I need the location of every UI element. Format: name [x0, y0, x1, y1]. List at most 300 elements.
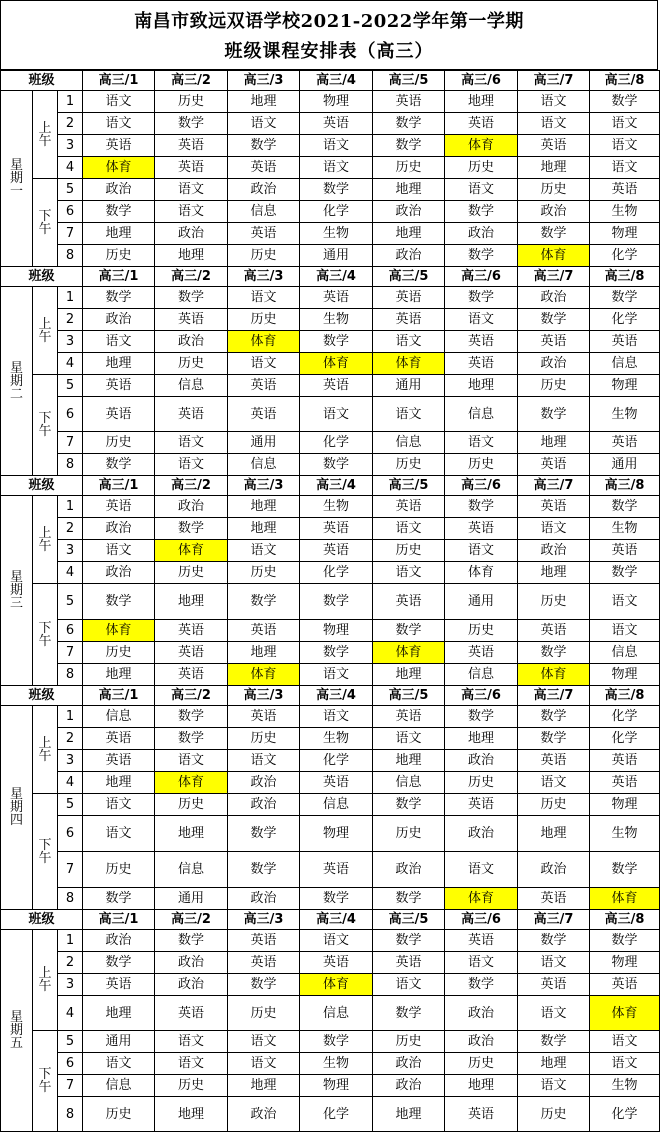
subject-cell: 数学 [83, 952, 155, 974]
period-number: 7 [58, 642, 83, 664]
subject-cell: 英语 [228, 952, 300, 974]
subject-cell: 体育 [518, 664, 590, 686]
subject-cell: 政治 [155, 974, 228, 996]
subject-cell: 数学 [590, 562, 660, 584]
subject-cell: 地理 [445, 1075, 518, 1097]
subject-cell: 英语 [518, 888, 590, 910]
period-row [1, 620, 660, 642]
subject-cell: 政治 [228, 888, 300, 910]
subject-cell: 体育 [445, 888, 518, 910]
subject-cell: 数学 [518, 706, 590, 728]
subject-cell: 英语 [228, 620, 300, 642]
subject-cell: 体育 [590, 996, 660, 1031]
period-row [1, 952, 660, 974]
subject-cell: 英语 [83, 135, 155, 157]
class-header: 高三/1 [83, 686, 155, 706]
subject-cell: 地理 [373, 223, 445, 245]
subject-cell: 数学 [590, 852, 660, 888]
subject-cell: 语文 [373, 397, 445, 432]
period-row [1, 706, 660, 728]
period-number: 1 [58, 91, 83, 113]
subject-cell: 政治 [518, 287, 590, 309]
subject-cell: 数学 [518, 728, 590, 750]
class-header: 高三/4 [300, 71, 373, 91]
subject-cell: 语文 [228, 1031, 300, 1053]
subject-cell: 英语 [228, 930, 300, 952]
subject-cell: 英语 [83, 496, 155, 518]
period-row [1, 135, 660, 157]
subject-cell: 数学 [590, 91, 660, 113]
subject-cell: 英语 [228, 397, 300, 432]
period-number: 6 [58, 816, 83, 852]
subject-cell: 化学 [300, 201, 373, 223]
subject-cell: 语文 [590, 135, 660, 157]
subject-cell: 语文 [228, 750, 300, 772]
class-header-label: 班级 [1, 910, 83, 930]
class-header: 高三/2 [155, 71, 228, 91]
subject-cell: 信息 [300, 996, 373, 1031]
subject-cell: 语文 [300, 397, 373, 432]
subject-cell: 语文 [155, 1031, 228, 1053]
subject-cell: 语文 [445, 540, 518, 562]
subject-cell: 历史 [228, 996, 300, 1031]
subject-cell: 语文 [518, 996, 590, 1031]
subject-cell: 英语 [590, 750, 660, 772]
period-row [1, 794, 660, 816]
class-header: 高三/8 [590, 476, 660, 496]
subject-cell: 语文 [155, 201, 228, 223]
subject-cell: 数学 [83, 201, 155, 223]
subject-cell: 数学 [228, 816, 300, 852]
subject-cell: 政治 [518, 353, 590, 375]
class-header: 高三/5 [373, 71, 445, 91]
period-row [1, 1053, 660, 1075]
header-row [1, 71, 660, 91]
subject-cell: 政治 [228, 179, 300, 201]
subject-cell: 语文 [155, 432, 228, 454]
subject-cell: 历史 [373, 1031, 445, 1053]
subject-cell: 语文 [155, 179, 228, 201]
period-number: 2 [58, 952, 83, 974]
class-header: 高三/3 [228, 476, 300, 496]
period-row [1, 432, 660, 454]
header-row [1, 476, 660, 496]
subject-cell: 英语 [590, 432, 660, 454]
subject-cell: 生物 [300, 496, 373, 518]
subject-cell: 生物 [300, 223, 373, 245]
subject-cell: 政治 [373, 245, 445, 267]
class-header: 高三/3 [228, 910, 300, 930]
subject-cell: 数学 [373, 996, 445, 1031]
subject-cell: 语文 [83, 540, 155, 562]
morning-label: 上 午 [33, 930, 58, 1031]
subject-cell: 化学 [300, 750, 373, 772]
subject-cell: 英语 [155, 620, 228, 642]
subject-cell: 语文 [300, 157, 373, 179]
subject-cell: 语文 [373, 518, 445, 540]
subject-cell: 历史 [228, 309, 300, 331]
subject-cell: 数学 [445, 201, 518, 223]
period-row [1, 852, 660, 888]
period-number: 3 [58, 135, 83, 157]
subject-cell: 英语 [373, 287, 445, 309]
subject-cell: 英语 [518, 750, 590, 772]
subject-cell: 信息 [83, 1075, 155, 1097]
subject-cell: 通用 [300, 245, 373, 267]
subject-cell: 通用 [228, 432, 300, 454]
subject-cell: 英语 [518, 974, 590, 996]
subject-cell: 英语 [300, 287, 373, 309]
period-number: 4 [58, 157, 83, 179]
subject-cell: 生物 [590, 1075, 660, 1097]
subject-cell: 语文 [300, 706, 373, 728]
subject-cell: 历史 [518, 179, 590, 201]
subject-cell: 数学 [300, 331, 373, 353]
period-number: 4 [58, 772, 83, 794]
morning-label: 上 午 [33, 496, 58, 584]
subject-cell: 英语 [445, 113, 518, 135]
subject-cell: 数学 [373, 930, 445, 952]
class-header: 高三/4 [300, 686, 373, 706]
subject-cell: 政治 [518, 540, 590, 562]
subject-cell: 语文 [518, 113, 590, 135]
subject-cell: 信息 [373, 772, 445, 794]
subject-cell: 数学 [590, 930, 660, 952]
subject-cell: 数学 [445, 974, 518, 996]
subject-cell: 地理 [445, 375, 518, 397]
subject-cell: 地理 [228, 1075, 300, 1097]
subject-cell: 数学 [83, 888, 155, 910]
subject-cell: 政治 [518, 852, 590, 888]
subject-cell: 数学 [445, 496, 518, 518]
subject-cell: 语文 [445, 852, 518, 888]
subject-cell: 体育 [373, 642, 445, 664]
period-number: 4 [58, 353, 83, 375]
subject-cell: 数学 [373, 794, 445, 816]
subject-cell: 政治 [373, 852, 445, 888]
period-row [1, 642, 660, 664]
subject-cell: 历史 [83, 1097, 155, 1132]
period-row [1, 287, 660, 309]
subject-cell: 数学 [83, 584, 155, 620]
subject-cell: 语文 [590, 1053, 660, 1075]
subject-cell: 数学 [228, 584, 300, 620]
afternoon-label: 下 午 [33, 375, 58, 476]
period-row [1, 179, 660, 201]
subject-cell: 地理 [518, 816, 590, 852]
subject-cell: 历史 [518, 794, 590, 816]
period-number: 7 [58, 432, 83, 454]
morning-label: 上 午 [33, 287, 58, 375]
class-header: 高三/2 [155, 267, 228, 287]
subject-cell: 体育 [228, 664, 300, 686]
subject-cell: 地理 [445, 728, 518, 750]
subject-cell: 生物 [300, 728, 373, 750]
subject-cell: 语文 [83, 113, 155, 135]
subject-cell: 语文 [228, 287, 300, 309]
period-row [1, 750, 660, 772]
period-number: 3 [58, 540, 83, 562]
class-header: 高三/1 [83, 910, 155, 930]
subject-cell: 数学 [155, 930, 228, 952]
period-row [1, 888, 660, 910]
subject-cell: 语文 [590, 157, 660, 179]
subject-cell: 英语 [518, 496, 590, 518]
subject-cell: 语文 [518, 518, 590, 540]
subject-cell: 语文 [373, 974, 445, 996]
subject-cell: 通用 [373, 375, 445, 397]
subject-cell: 英语 [373, 584, 445, 620]
period-number: 8 [58, 664, 83, 686]
subject-cell: 数学 [155, 113, 228, 135]
subject-cell: 生物 [590, 397, 660, 432]
class-header: 高三/6 [445, 476, 518, 496]
subject-cell: 语文 [518, 952, 590, 974]
subject-cell: 英语 [300, 540, 373, 562]
header-row [1, 267, 660, 287]
subject-cell: 英语 [155, 135, 228, 157]
subject-cell: 语文 [445, 309, 518, 331]
subject-cell: 英语 [445, 1097, 518, 1132]
schedule-table [0, 70, 660, 1132]
subject-cell: 语文 [155, 1053, 228, 1075]
period-number: 8 [58, 888, 83, 910]
subject-cell: 地理 [518, 157, 590, 179]
class-header: 高三/5 [373, 910, 445, 930]
period-row [1, 1075, 660, 1097]
subject-cell: 数学 [518, 930, 590, 952]
subject-cell: 语文 [300, 135, 373, 157]
subject-cell: 英语 [445, 353, 518, 375]
class-header: 高三/8 [590, 267, 660, 287]
subject-cell: 物理 [590, 375, 660, 397]
subject-cell: 数学 [445, 706, 518, 728]
subject-cell: 语文 [300, 930, 373, 952]
subject-cell: 英语 [590, 331, 660, 353]
period-number: 1 [58, 496, 83, 518]
subject-cell: 信息 [155, 375, 228, 397]
subject-cell: 英语 [155, 397, 228, 432]
subject-cell: 历史 [445, 772, 518, 794]
subject-cell: 历史 [373, 157, 445, 179]
period-row [1, 331, 660, 353]
period-row [1, 930, 660, 952]
subject-cell: 历史 [155, 562, 228, 584]
subject-cell: 地理 [155, 245, 228, 267]
subject-cell: 英语 [300, 518, 373, 540]
period-number: 4 [58, 996, 83, 1031]
class-header: 高三/5 [373, 476, 445, 496]
subject-cell: 英语 [590, 772, 660, 794]
subject-cell: 化学 [590, 309, 660, 331]
subject-cell: 历史 [445, 1053, 518, 1075]
subject-cell: 历史 [155, 794, 228, 816]
subject-cell: 数学 [228, 974, 300, 996]
subject-cell: 数学 [518, 223, 590, 245]
subject-cell: 语文 [155, 750, 228, 772]
subject-cell: 政治 [155, 331, 228, 353]
subject-cell: 地理 [83, 664, 155, 686]
class-header: 高三/5 [373, 267, 445, 287]
period-row [1, 113, 660, 135]
period-row [1, 157, 660, 179]
class-header: 高三/3 [228, 267, 300, 287]
subject-cell: 语文 [445, 432, 518, 454]
class-header: 高三/4 [300, 910, 373, 930]
school-title: 南昌市致远双语学校2021-2022学年第一学期 [134, 11, 524, 32]
class-header: 高三/7 [518, 910, 590, 930]
subject-cell: 化学 [590, 728, 660, 750]
period-row [1, 309, 660, 331]
subject-cell: 英语 [83, 375, 155, 397]
class-header: 高三/7 [518, 267, 590, 287]
subject-cell: 体育 [518, 245, 590, 267]
subject-cell: 政治 [83, 562, 155, 584]
subject-cell: 英语 [228, 157, 300, 179]
subject-cell: 体育 [445, 562, 518, 584]
subject-cell: 政治 [155, 223, 228, 245]
subject-cell: 英语 [228, 706, 300, 728]
subject-cell: 英语 [590, 179, 660, 201]
subject-cell: 英语 [300, 852, 373, 888]
class-header: 高三/6 [445, 686, 518, 706]
subject-cell: 地理 [373, 1097, 445, 1132]
period-number: 6 [58, 397, 83, 432]
subject-cell: 数学 [373, 135, 445, 157]
subject-cell: 英语 [373, 91, 445, 113]
subject-cell: 化学 [300, 1097, 373, 1132]
period-row [1, 816, 660, 852]
subject-cell: 语文 [228, 113, 300, 135]
subject-cell: 数学 [518, 397, 590, 432]
subject-cell: 语文 [590, 620, 660, 642]
subject-cell: 体育 [445, 135, 518, 157]
period-number: 7 [58, 223, 83, 245]
subject-cell: 历史 [445, 454, 518, 476]
subject-cell: 英语 [590, 540, 660, 562]
subject-cell: 数学 [300, 888, 373, 910]
class-header-label: 班级 [1, 267, 83, 287]
subject-cell: 信息 [300, 794, 373, 816]
subject-cell: 语文 [590, 113, 660, 135]
subject-cell: 体育 [590, 888, 660, 910]
subject-cell: 数学 [518, 309, 590, 331]
period-number: 3 [58, 750, 83, 772]
period-row [1, 245, 660, 267]
class-header: 高三/7 [518, 686, 590, 706]
subject-cell: 历史 [518, 375, 590, 397]
subject-cell: 数学 [445, 245, 518, 267]
subject-cell: 生物 [590, 518, 660, 540]
schedule-title: 班级课程安排表（高三） [224, 41, 434, 62]
period-number: 6 [58, 1053, 83, 1075]
class-header: 高三/2 [155, 910, 228, 930]
subject-cell: 信息 [228, 201, 300, 223]
class-header: 高三/6 [445, 71, 518, 91]
subject-cell: 英语 [518, 620, 590, 642]
subject-cell: 语文 [83, 794, 155, 816]
afternoon-label: 下 午 [33, 584, 58, 686]
subject-cell: 语文 [445, 179, 518, 201]
subject-cell: 政治 [445, 996, 518, 1031]
subject-cell: 历史 [155, 353, 228, 375]
subject-cell: 政治 [83, 518, 155, 540]
period-number: 2 [58, 728, 83, 750]
subject-cell: 语文 [228, 353, 300, 375]
subject-cell: 历史 [518, 1097, 590, 1132]
subject-cell: 语文 [228, 1053, 300, 1075]
period-number: 5 [58, 584, 83, 620]
day-label: 星 期 三 [1, 496, 33, 686]
header-row [1, 686, 660, 706]
title-area [0, 0, 658, 70]
subject-cell: 数学 [590, 496, 660, 518]
class-header: 高三/1 [83, 476, 155, 496]
subject-cell: 地理 [83, 772, 155, 794]
subject-cell: 数学 [228, 135, 300, 157]
subject-cell: 语文 [373, 331, 445, 353]
class-header: 高三/8 [590, 686, 660, 706]
subject-cell: 数学 [155, 518, 228, 540]
subject-cell: 历史 [518, 584, 590, 620]
period-row [1, 1031, 660, 1053]
subject-cell: 历史 [83, 642, 155, 664]
subject-cell: 语文 [83, 331, 155, 353]
subject-cell: 信息 [445, 664, 518, 686]
class-header: 高三/1 [83, 267, 155, 287]
subject-cell: 历史 [155, 91, 228, 113]
subject-cell: 地理 [83, 223, 155, 245]
subject-cell: 英语 [518, 135, 590, 157]
subject-cell: 英语 [518, 454, 590, 476]
period-row [1, 996, 660, 1031]
class-header: 高三/6 [445, 910, 518, 930]
subject-cell: 体育 [300, 353, 373, 375]
subject-cell: 语文 [590, 584, 660, 620]
subject-cell: 数学 [373, 113, 445, 135]
afternoon-label: 下 午 [33, 794, 58, 910]
subject-cell: 信息 [155, 852, 228, 888]
class-header: 高三/8 [590, 910, 660, 930]
period-number: 3 [58, 331, 83, 353]
period-row [1, 664, 660, 686]
period-number: 5 [58, 794, 83, 816]
period-number: 6 [58, 201, 83, 223]
period-row [1, 496, 660, 518]
subject-cell: 地理 [373, 750, 445, 772]
period-row [1, 1097, 660, 1132]
class-header-label: 班级 [1, 476, 83, 496]
class-header: 高三/4 [300, 476, 373, 496]
subject-cell: 地理 [228, 642, 300, 664]
subject-cell: 物理 [590, 794, 660, 816]
subject-cell: 语文 [83, 1053, 155, 1075]
subject-cell: 生物 [300, 1053, 373, 1075]
afternoon-label: 下 午 [33, 1031, 58, 1132]
subject-cell: 政治 [518, 201, 590, 223]
subject-cell: 英语 [83, 397, 155, 432]
subject-cell: 物理 [300, 620, 373, 642]
period-row [1, 562, 660, 584]
subject-cell: 生物 [590, 201, 660, 223]
subject-cell: 历史 [373, 454, 445, 476]
subject-cell: 历史 [373, 816, 445, 852]
class-header: 高三/6 [445, 267, 518, 287]
subject-cell: 政治 [373, 201, 445, 223]
period-number: 8 [58, 454, 83, 476]
subject-cell: 历史 [228, 562, 300, 584]
subject-cell: 英语 [155, 996, 228, 1031]
